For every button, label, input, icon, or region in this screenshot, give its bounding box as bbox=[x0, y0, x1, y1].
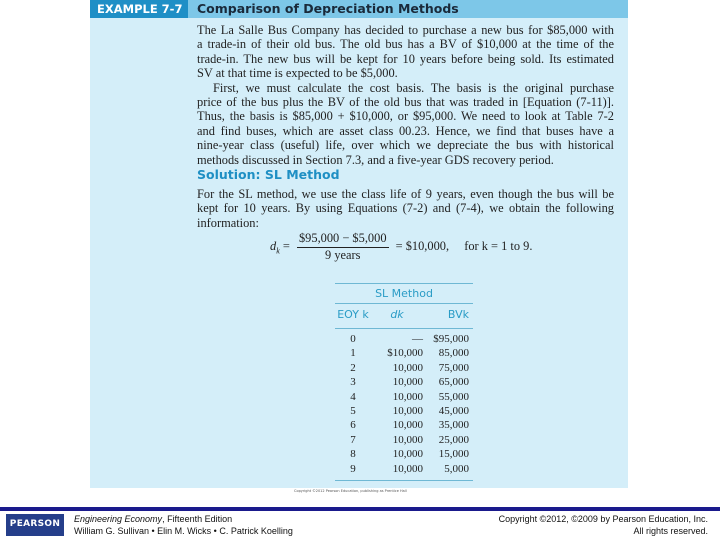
table-row bbox=[335, 447, 473, 461]
cell-bvk: 35,000 bbox=[438, 419, 469, 432]
eq-lhs-sub: k bbox=[276, 246, 280, 256]
fraction bbox=[297, 231, 389, 263]
cell-bvk: 55,000 bbox=[438, 390, 469, 403]
col-dk: dk bbox=[390, 308, 404, 321]
text-line: information: bbox=[197, 215, 259, 230]
table-title: SL Method bbox=[375, 287, 433, 300]
table-row bbox=[335, 361, 473, 375]
solution-heading: Solution: SL Method bbox=[197, 167, 340, 182]
cell-dk: 10,000 bbox=[392, 361, 423, 374]
cell-dk: 10,000 bbox=[392, 390, 423, 403]
cell-eoy: 0 bbox=[350, 333, 356, 345]
text-line: trade-in. The new bus will be kept for 10 years before being sold. Its estimated bbox=[197, 51, 614, 66]
table-row bbox=[335, 462, 473, 476]
table-row bbox=[335, 404, 473, 418]
cell-dk: 10,000 bbox=[392, 376, 423, 389]
text-line: price of the bus plus the BV of the old bus that was traded in [Equation (7-11)]. bbox=[197, 95, 614, 110]
cell-dk: 10,000 bbox=[392, 433, 423, 446]
cell-dk: 10,000 bbox=[392, 419, 423, 432]
book-title: Engineering Economy bbox=[74, 514, 163, 524]
cell-eoy: 3 bbox=[350, 376, 356, 389]
col-bvk: BVk bbox=[447, 308, 469, 321]
table-row bbox=[335, 332, 473, 346]
cell-eoy: 7 bbox=[350, 433, 356, 446]
text-line: Thus, the basis is $85,000 + $10,000, or $95,000. We need to look at Table 7-2 bbox=[197, 109, 614, 124]
text-line: First, we must calculate the cost basis. The basis is the original purchase bbox=[213, 80, 614, 95]
text-line: The La Salle Bus Company has decided to purchase a new bus for $85,000 with bbox=[197, 23, 614, 37]
cell-dk: 10,000 bbox=[392, 462, 423, 475]
table-row bbox=[335, 433, 473, 447]
text-line: methods discussed in Section 7.3, and a five-year GDS recovery period. bbox=[197, 152, 554, 167]
table-row bbox=[335, 375, 473, 389]
numerator: $95,000 − $5,000 bbox=[297, 231, 389, 248]
text-line: For the SL method, we use the class life of 9 years, even though the bus will be bbox=[197, 187, 614, 201]
cell-eoy: 6 bbox=[350, 419, 356, 432]
cell-dk: — bbox=[412, 333, 423, 345]
cell-eoy: 1 bbox=[350, 347, 356, 360]
cell-eoy: 2 bbox=[350, 361, 356, 374]
cell-dk: 10,000 bbox=[392, 404, 423, 417]
cell-bvk: $95,000 bbox=[433, 333, 469, 345]
book-title-line bbox=[74, 514, 232, 524]
footer-divider bbox=[0, 507, 720, 511]
copyright: Copyright ©2012, ©2009 by Pearson Education, Inc. bbox=[498, 514, 708, 524]
cell-bvk: 5,000 bbox=[444, 462, 469, 475]
depreciation-equation bbox=[270, 231, 532, 263]
pearson-logo: PEARSON bbox=[6, 514, 64, 536]
sl-method-table bbox=[335, 283, 473, 481]
cell-bvk: 45,000 bbox=[438, 404, 469, 417]
cell-bvk: 85,000 bbox=[438, 347, 469, 360]
cell-bvk: 15,000 bbox=[438, 448, 469, 461]
text-line: a trade-in of their old bus. The old bus has a BV of $10,000 at the time of the bbox=[197, 37, 614, 52]
table-row bbox=[335, 418, 473, 432]
cell-eoy: 5 bbox=[350, 404, 356, 417]
text-line: and find buses, which are asset class 00.23. Hence, we find that buses have a bbox=[197, 123, 614, 138]
edition: , Fifteenth Edition bbox=[162, 514, 233, 524]
table-row bbox=[335, 390, 473, 404]
denominator: 9 years bbox=[325, 248, 361, 262]
cell-bvk: 65,000 bbox=[438, 376, 469, 389]
eq-result: = $10,000, bbox=[395, 238, 450, 253]
paragraph-solution bbox=[197, 187, 614, 230]
col-eoy: EOY k bbox=[337, 308, 369, 321]
eq-condition: for k = 1 to 9. bbox=[464, 238, 533, 253]
table-header bbox=[335, 304, 473, 328]
cell-bvk: 25,000 bbox=[438, 433, 469, 446]
text-line: nine-year class (useful) life, over which we depreciate the bus with historical bbox=[197, 138, 614, 153]
cell-dk: 10,000 bbox=[392, 448, 423, 461]
text-line: kept for 10 years. By using Equations (7-2) and (7-4), we obtain the following bbox=[197, 201, 614, 216]
example-label: EXAMPLE 7-7 bbox=[90, 0, 188, 18]
text-line: SV at that time is expected to be $5,000. bbox=[197, 66, 398, 81]
cell-eoy: 4 bbox=[350, 390, 356, 403]
cell-bvk: 75,000 bbox=[438, 361, 469, 374]
eq-lhs: d bbox=[270, 238, 277, 253]
authors: William G. Sullivan • Elin M. Wicks • C. Patrick Koelling bbox=[74, 526, 293, 536]
paragraph-problem bbox=[197, 23, 614, 167]
rights: All rights reserved. bbox=[633, 526, 708, 536]
example-title: Comparison of Depreciation Methods bbox=[188, 0, 628, 18]
table-row bbox=[335, 346, 473, 360]
cell-eoy: 9 bbox=[350, 462, 356, 475]
eq-sign: = bbox=[282, 238, 290, 253]
cell-eoy: 8 bbox=[350, 448, 356, 461]
image-copyright: Copyright ©2012 Pearson Education, publishing as Prentice Hall bbox=[294, 489, 407, 493]
cell-dk: $10,000 bbox=[387, 347, 423, 360]
